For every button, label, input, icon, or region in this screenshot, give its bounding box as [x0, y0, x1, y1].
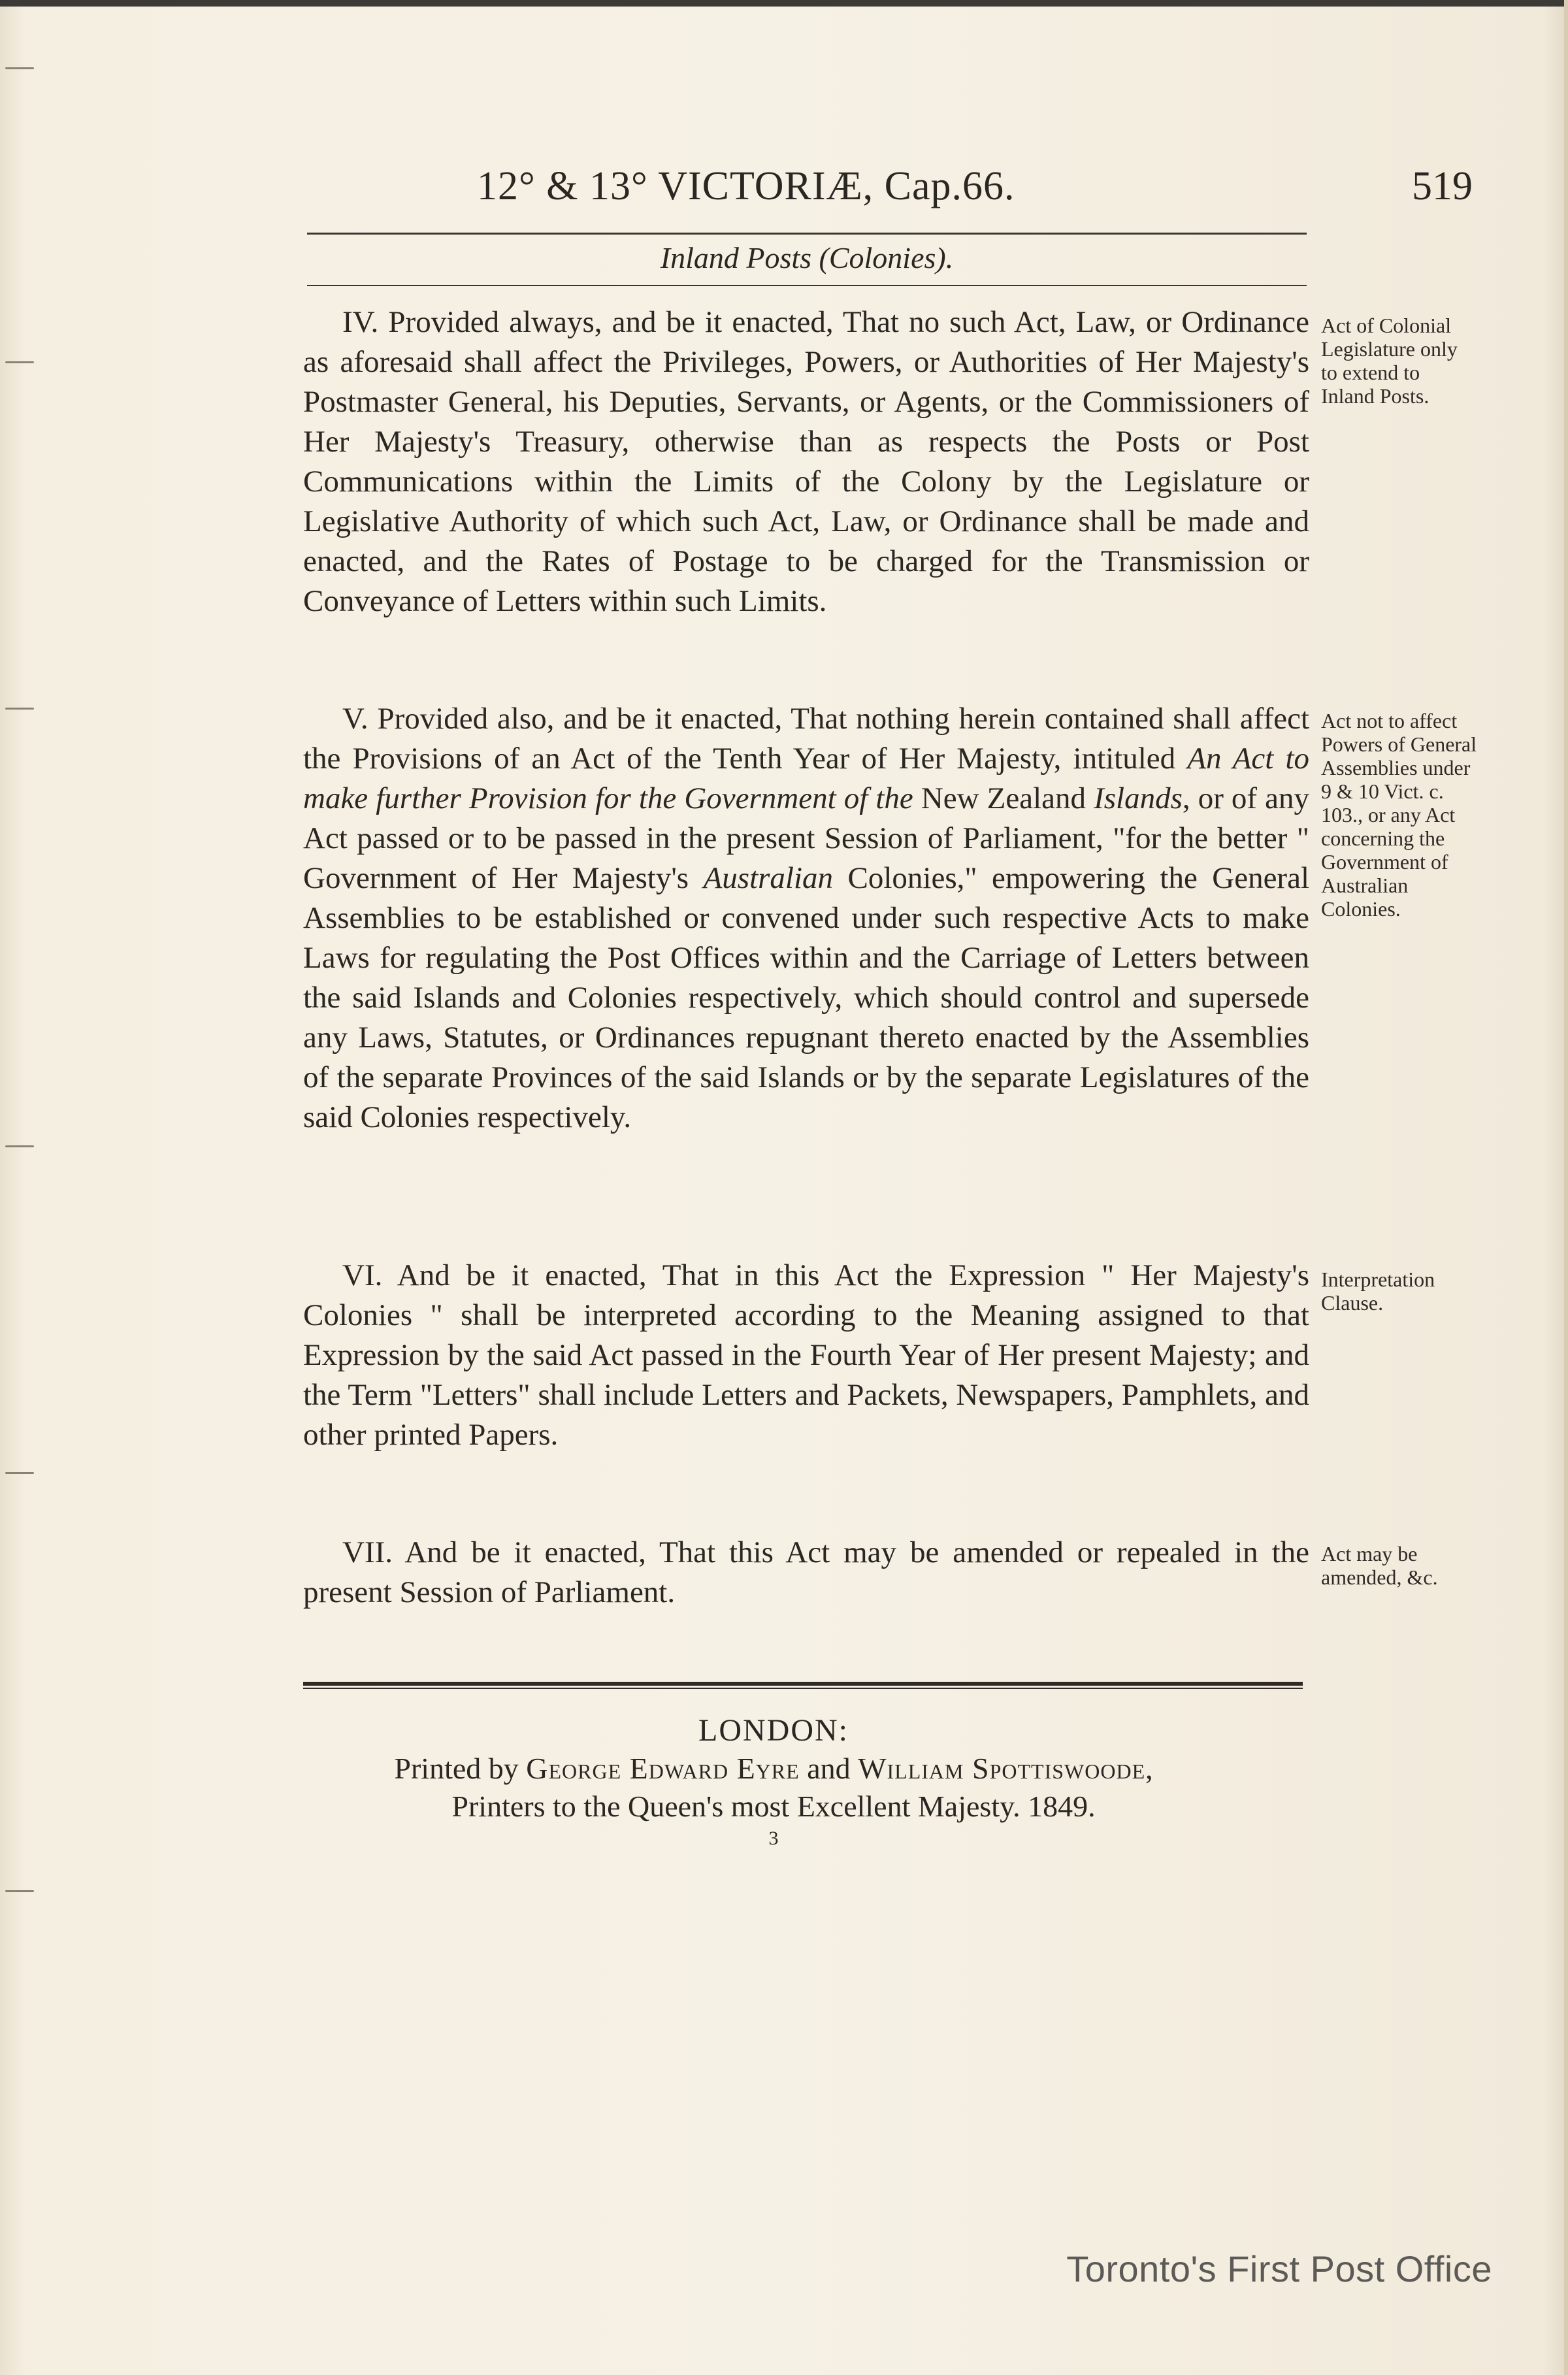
imprint-text: Printed by — [394, 1752, 527, 1785]
margin-note: Interpretation Clause. — [1321, 1268, 1435, 1315]
margin-note: Act not to affect Powers of General Assemblies under 9 & 10 Vict. c. 103., or any Act concerning the Government of Australian Colonies. — [1321, 709, 1477, 921]
section-text-part: New Zealand — [913, 781, 1094, 815]
binding-stitch — [0, 350, 39, 376]
binding-stitch — [0, 56, 39, 82]
subheader: Inland Posts (Colonies). — [660, 241, 954, 274]
header-rule — [307, 233, 1307, 235]
binding-stitch — [0, 1460, 39, 1486]
binding-stitch — [0, 1878, 39, 1905]
printer-name: William Spottiswoode — [858, 1752, 1146, 1785]
margin-note: Act may be amended, &c. — [1321, 1542, 1438, 1589]
imprint — [303, 1712, 1244, 1852]
section-text: IV. Provided always, and be it enacted, That no such Act, Law, or Ordinance as aforesaid shall affect the Privileges, Powers, or Authorities of Her Majesty's Postmaster General, his Deputies, Servants, or Agents, or the Commissioners of Her Majesty's Treasury, otherwise than as respects the Posts or Post Communications within the Limits of the Colony by the Legislature or Legislative Authority of which such Act, Law, or Ordinance shall be made and enacted, and the Rates of Postage to be charged for the Transmission or Conveyance of Letters within such Limits. — [303, 305, 1309, 618]
top-edge — [0, 0, 1568, 7]
section-v — [303, 699, 1309, 1138]
italic-term: Islands — [1094, 781, 1183, 815]
section-text-part: Colonies," empowering the General Assemblies to be established or convened under such respective Acts to make Laws for regulating the Post Offices within and the Carriage of Letters between the said Islands and Colonies respectively, which should control and supersede any Laws, Statutes, or Ordinances repugnant thereto enacted by the Assemblies of the separate Provinces of the said Islands or by the separate Legislatures of the said Colonies respectively. — [303, 861, 1310, 1134]
watermark: Toronto's First Post Office — [1066, 2248, 1492, 2289]
act-title: An Act to make further Provision for the Government of the — [303, 742, 1310, 815]
imprint-text: and — [799, 1752, 858, 1785]
page-number: 519 — [1412, 164, 1473, 208]
rule-thin — [303, 1688, 1303, 1689]
imprint-line-1 — [303, 1750, 1244, 1788]
closing-rule — [303, 1682, 1303, 1690]
binding-stitch — [0, 1134, 39, 1160]
margin-note: Act of Colonial Legislature only to extend to Inland Posts. — [1321, 314, 1458, 408]
section-text — [303, 699, 1309, 1138]
italic-term: Australian — [703, 861, 834, 895]
subheader-rule — [307, 285, 1307, 286]
running-header — [307, 163, 1483, 229]
section-text: VI. And be it enacted, That in this Act the Expression " Her Majesty's Colonies " shall be interpreted according to the Meaning assigned to that Expression by the said Act passed in the Fourth Year of Her present Majesty; and the Term "Letters" shall include Letters and Packets, Newspapers, Pamphlets, and other printed Papers. — [303, 1258, 1309, 1452]
section-iv — [303, 303, 1309, 621]
section-text-part: V. Provided also, and be it enacted, That nothing herein contained shall affect the Provisions of an Act of the Tenth Year of Her Majesty, intituled — [303, 702, 1309, 776]
imprint-text: , — [1145, 1752, 1153, 1785]
section-vi — [303, 1256, 1309, 1455]
section-vii — [303, 1533, 1309, 1613]
section-text-part: , or of any Act passed or to be passed in the present Session of Parliament, "for the better " Government of Her Majesty's — [303, 781, 1309, 895]
header-title: 12° & 13° VICTORIÆ, Cap.66. — [477, 164, 1015, 208]
signature-mark: 3 — [768, 1827, 779, 1849]
printer-name: George Edward Eyre — [526, 1752, 800, 1785]
rule-thick — [303, 1682, 1303, 1686]
imprint-line-2: Printers to the Queen's most Excellent Majesty. 1849. — [451, 1790, 1096, 1823]
binding-stitch — [0, 696, 39, 722]
right-edge — [1564, 0, 1568, 2375]
imprint-city: LONDON: — [698, 1713, 849, 1748]
section-text: VII. And be it enacted, That this Act may be amended or repealed in the present Session of Parliament. — [303, 1535, 1309, 1609]
